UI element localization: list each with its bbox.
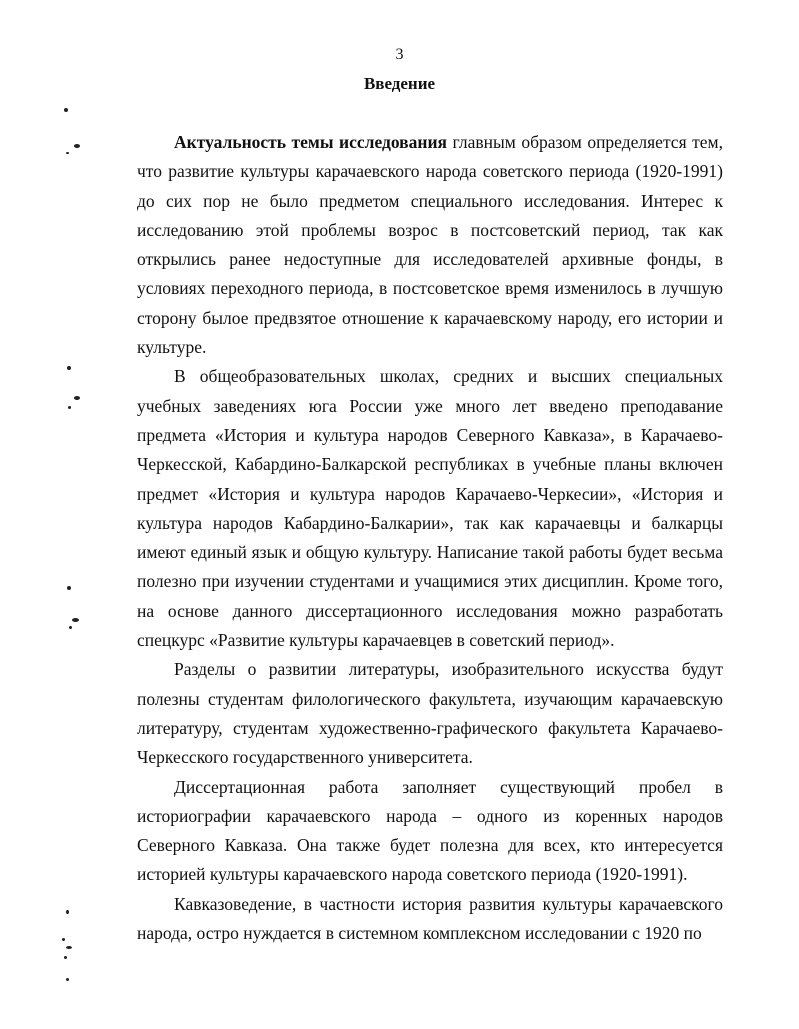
scan-speck — [66, 946, 72, 949]
relevance-text: главным образом определяется тем, что развитие культуры карачаевского народа советского периода (1920-1991) до сих пор не было предметом специального исследования. Интерес к исследованию этой проблемы возрос в постсоветский период, так как открылись ранее недоступные для исследователей архивные фонды, в условиях переходного периода, в постсоветское время изменилось в лучшую сторону былое предвзятое отношение к карачаевскому народу, его истории и культуре. — [137, 132, 724, 358]
scan-speck — [72, 618, 79, 622]
paragraph-education: В общеобразовательных школах, средних и высших специальных учебных заведениях юга России уже много лет введено преподавание предмета «История и культура народов Северного Кавказа», в Карачаево-Черкесской, Кабардино-Балкарской республиках в учебные планы включен предмет «История и культура народов Карачаево-Черкесии», «История и культура народов Кабардино-Балкарии», так как карачаевцы и балкарцы имеют единый язык и общую культуру. Написание такой работы будет весьма полезно при изучении студентами и учащимися этих дисциплин. Кроме того, на основе данного диссертационного исследования можно разработать спецкурс «Развитие культуры карачаевцев в советский период». — [137, 366, 723, 651]
scan-speck — [68, 406, 71, 409]
paragraph-dissertation: Диссертационная работа заполняет существующий пробел в историографии карачаевского народа – одного из коренных народов Северного Кавказа. Она также будет полезна для всех, кто интересуется историей культуры карачаевского народа советского периода (1920-1991). — [137, 776, 723, 885]
relevance-lead: Актуальность темы исследования — [174, 132, 448, 152]
scan-speck — [64, 108, 68, 112]
document-body — [137, 128, 723, 948]
section-heading: Введение — [363, 74, 436, 93]
scan-speck — [69, 626, 72, 629]
paragraph-relevance — [137, 128, 723, 362]
scan-speck — [62, 938, 65, 941]
paragraph-sections: Разделы о развитии литературы, изобразительного искусства будут полезны студентам филологического факультета, изучающим карачаевскую литературу, студентам художественно-графического факультета Карачаево-Черкесского государственного университета. — [137, 659, 723, 768]
scan-speck — [66, 152, 69, 154]
scan-speck — [74, 396, 80, 400]
scan-speck — [66, 978, 69, 981]
page-number: 3 — [395, 46, 404, 63]
scan-speck — [74, 144, 80, 148]
scan-speck — [64, 956, 67, 959]
paragraph-caucasus-studies: Кавказоведение, в частности история развития культуры карачаевского народа, остро нуждается в системном комплексном исследовании с 1920 по — [137, 893, 723, 944]
scan-speck — [67, 366, 71, 370]
scan-speck — [66, 910, 69, 914]
scan-speck — [67, 586, 71, 590]
